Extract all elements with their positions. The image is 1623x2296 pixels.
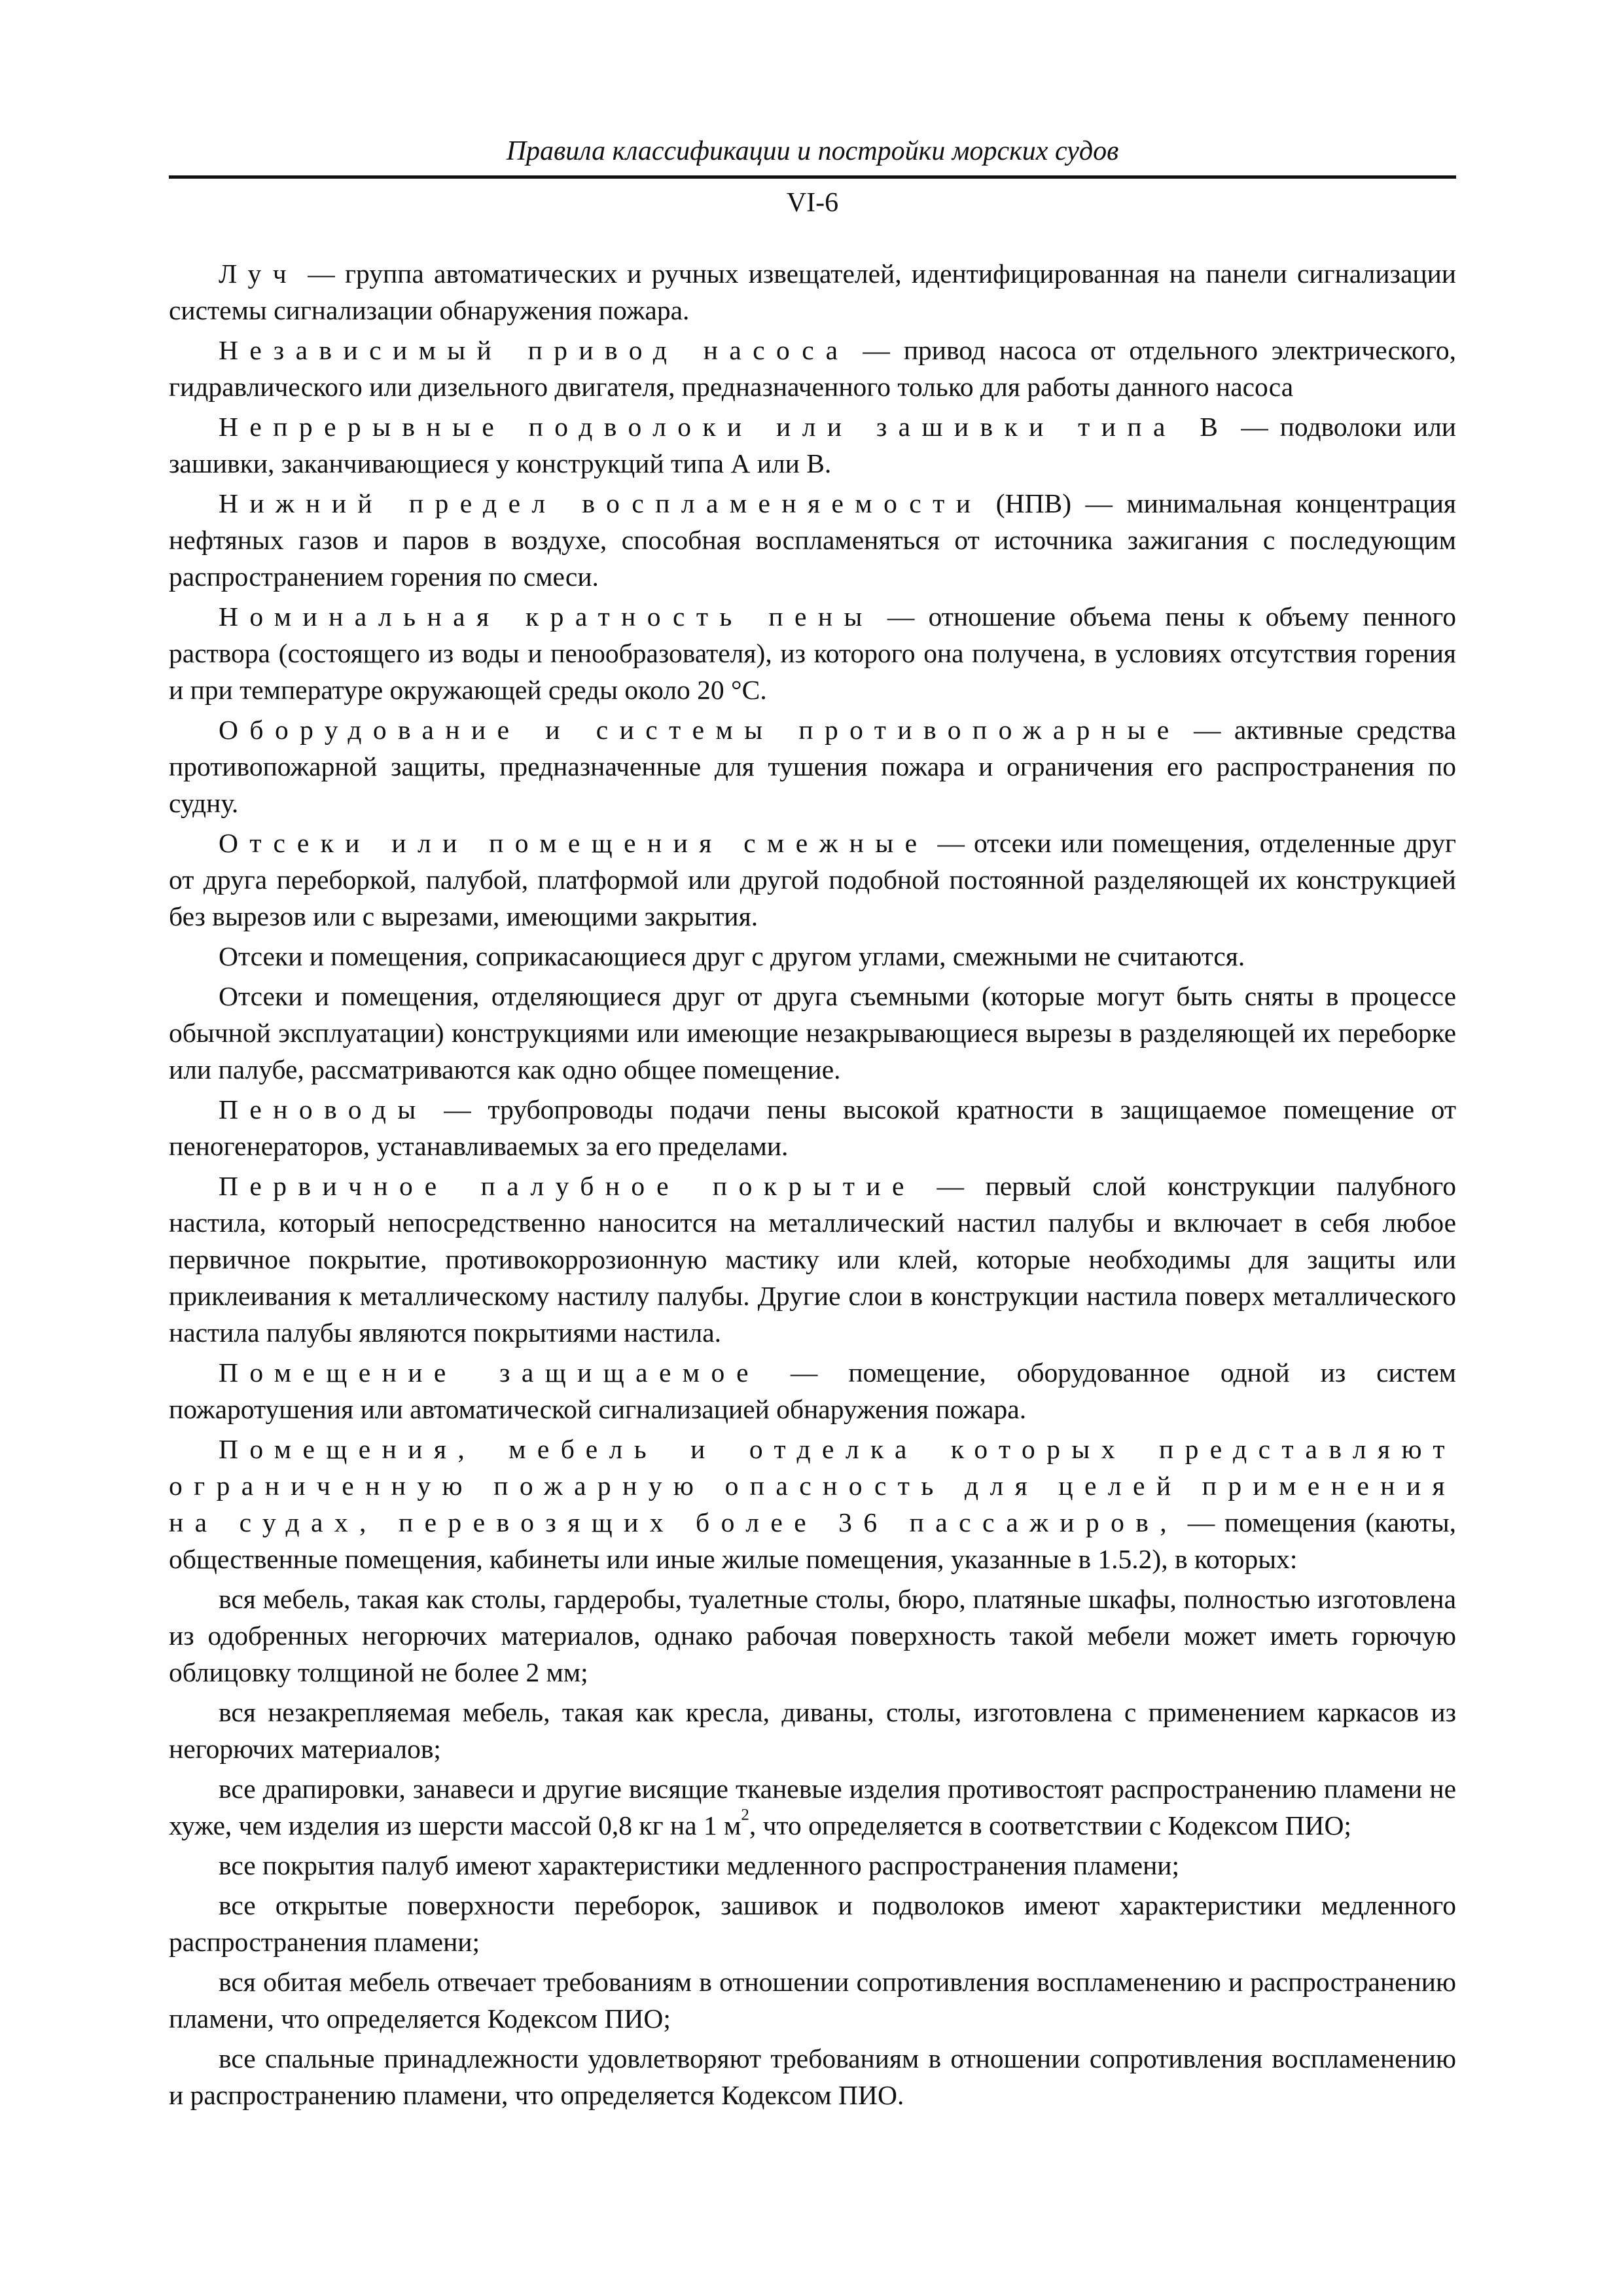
list-paragraph: [169, 1770, 1456, 1844]
paragraph-text: — активные средства противопожарной защиты, предназначенные для тушения пожара и ограничения его распространения по судну.: [169, 715, 1456, 818]
list-paragraph: [169, 1694, 1456, 1767]
definition-paragraph: [169, 332, 1456, 405]
list-paragraph: [169, 1964, 1456, 2037]
defined-term: Пеноводы: [219, 1094, 427, 1124]
body-paragraph: [169, 978, 1456, 1088]
list-paragraph: [169, 2040, 1456, 2113]
paragraph-text: (НПВ) — минимальная концентрация нефтяных газов и паров в воздухе, способная воспламеняться от источника зажигания с последующим распространением горения по смеси.: [169, 488, 1457, 592]
paragraph-text: Отсеки и помещения, соприкасающиеся друг с другом углами, смежными не считаются.: [219, 941, 1245, 971]
paragraph-text: вся обитая мебель отвечает требованиям в отношении сопротивления воспламенению и распространению пламени, что определяется Кодексом ПИО;: [169, 1967, 1456, 2034]
definition-paragraph: [169, 1354, 1456, 1427]
paragraph-text: — привод насоса от отдельного электрического, гидравлического или дизельного двигателя, предназначенного только для работы данного насоса: [169, 335, 1456, 402]
defined-term: Луч: [219, 259, 298, 289]
paragraph-text: все покрытия палуб имеют характеристики медленного распространения пламени;: [219, 1850, 1180, 1880]
paragraph-text: вся мебель, такая как столы, гардеробы, туалетные столы, бюро, платяные шкафы, полностью изготовлена из одобренных негорючих материалов, однако рабочая поверхность такой мебели может иметь горючую облицовку толщиной не более 2 мм;: [169, 1584, 1456, 1687]
paragraph-text: — трубопроводы подачи пены высокой кратности в защищаемое помещение от пеногенераторов, устанавливаемых за его пределами.: [169, 1094, 1456, 1161]
definition-paragraph: [169, 1168, 1456, 1351]
page-number: VI-6: [786, 188, 839, 218]
defined-term: Номинальная кратность пены: [219, 601, 874, 632]
definition-paragraph: [169, 711, 1456, 821]
definition-paragraph: [169, 1431, 1456, 1577]
paragraph-text: , что определяется в соответствии с Кодексом ПИО;: [749, 1810, 1351, 1840]
defined-term: Независимый привод насоса: [219, 335, 849, 365]
defined-term: Помещения, мебель и отделка которых представляют ограниченную пожарную опасность для целей применения на судах, перевозящих более 36 пассажиров,: [169, 1434, 1456, 1537]
paragraph-text: — первый слой конструкции палубного настила, который непосредственно наносится на металлический настил палубы и включает в себя любое первичное покрытие, противокоррозионную мастику или клей, которые необходимы для защиты или приклеивания к металлическому настилу палубы. Другие слои в конструкции настила поверх металлического настила палубы являются покрытиями настила.: [169, 1171, 1456, 1348]
paragraph-text: вся незакрепляемая мебель, такая как кресла, диваны, столы, изготовлена с применением каркасов из негорючих материалов;: [169, 1697, 1456, 1764]
list-paragraph: [169, 1887, 1456, 1960]
definition-paragraph: [169, 485, 1456, 595]
paragraph-text: — помещение, оборудованное одной из систем пожаротушения или автоматической сигнализацией обнаружения пожара.: [169, 1357, 1456, 1424]
definition-paragraph: [169, 408, 1456, 482]
list-paragraph: [169, 1847, 1456, 1884]
defined-term: Оборудование и системы противопожарные: [219, 715, 1181, 745]
paragraph-text: — подволоки или зашивки, заканчивающиеся у конструкций типа А или В.: [169, 412, 1457, 478]
defined-term: Нижний предел воспламеняемости: [219, 488, 982, 518]
definition-paragraph: [169, 255, 1456, 329]
document-body: [169, 255, 1456, 2117]
definition-paragraph: [169, 1091, 1456, 1164]
running-header-title: Правила классификации и постройки морских судов: [506, 136, 1119, 166]
definition-paragraph: [169, 598, 1456, 708]
paragraph-text: все открытые поверхности переборок, зашивок и подволоков имеют характеристики медленного распространения пламени;: [169, 1890, 1456, 1957]
header-divider: [169, 175, 1456, 179]
superscript: 2: [741, 1806, 749, 1824]
defined-term: Отсеки или помещения смежные: [219, 828, 929, 858]
list-paragraph: [169, 1581, 1456, 1691]
defined-term: Непрерывные подволоки или зашивки типа В: [219, 412, 1230, 442]
paragraph-text: — отсеки или помещения, отделенные друг от друга переборкой, палубой, платформой или другой подобной постоянной разделяющей их конструкцией без вырезов или с вырезами, имеющими закрытия.: [169, 828, 1457, 931]
paragraph-text: — отношение объема пены к объему пенного раствора (состоящего из воды и пенообразователя), из которого она получена, в условиях отсутствия горения и при температуре окружающей среды около 20 °С.: [169, 601, 1457, 705]
paragraph-text: все спальные принадлежности удовлетворяют требованиям в отношении сопротивления воспламенению и распространению пламени, что определяется Кодексом ПИО.: [169, 2043, 1456, 2110]
definition-paragraph: [169, 825, 1456, 935]
body-paragraph: [169, 938, 1456, 975]
paragraph-text: — группа автоматических и ручных извещателей, идентифицированная на панели сигнализации системы сигнализации обнаружения пожара.: [169, 259, 1456, 325]
defined-term: Первичное палубное покрытие: [219, 1171, 916, 1201]
defined-term: Помещение защищаемое: [219, 1357, 760, 1388]
paragraph-text: все драпировки, занавеси и другие висящие тканевые изделия противостоят распространению пламени не хуже, чем изделия из шерсти массой 0,8 кг на 1 м: [169, 1774, 1456, 1840]
paragraph-text: — помещения (каюты, общественные помещения, кабинеты или иные жилые помещения, указанные в 1.5.2), в которых:: [169, 1507, 1456, 1574]
paragraph-text: Отсеки и помещения, отделяющиеся друг от друга съемными (которые могут быть сняты в процессе обычной эксплуатации) конструкциями или имеющие незакрывающиеся вырезы в разделяющей их переборке или палубе, рассматриваются как одно общее помещение.: [169, 981, 1456, 1085]
